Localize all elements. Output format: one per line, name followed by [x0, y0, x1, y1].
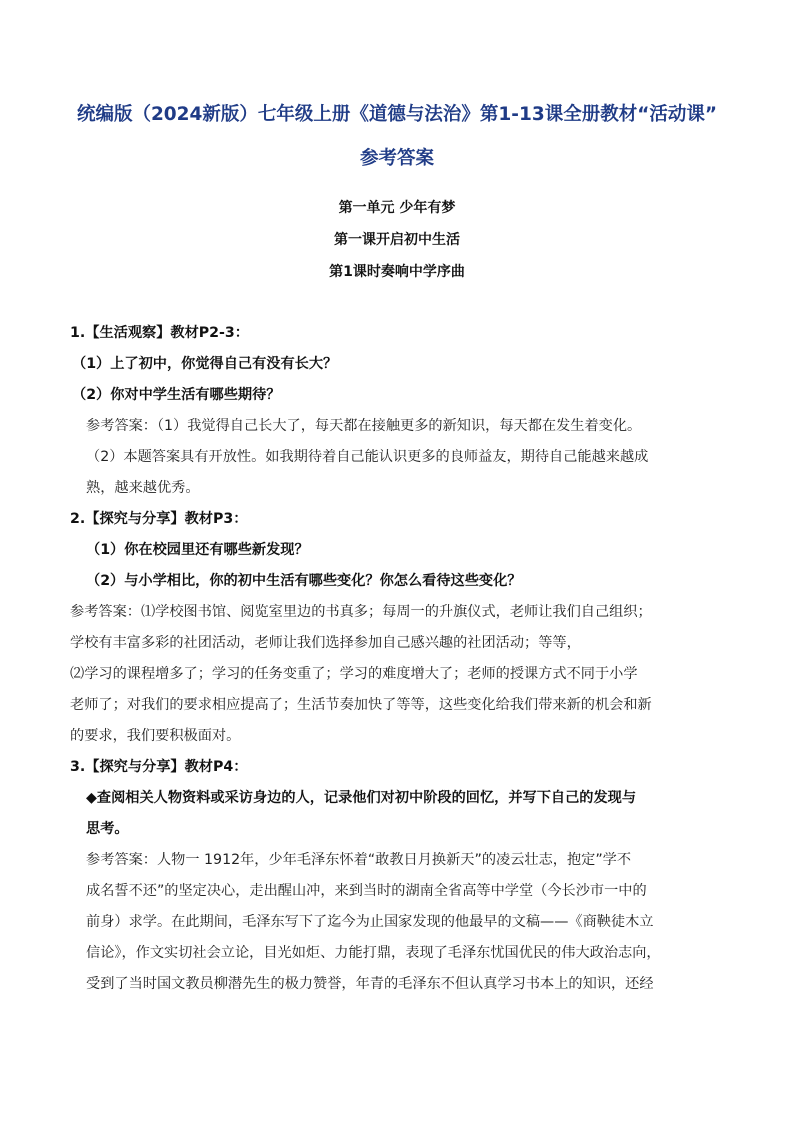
question-2-heading: 2.【探究与分享】教材P3： [70, 511, 248, 527]
answer-3-line-3: 前身）求学。在此期间，毛泽东写下了迄今为止国家发现的他最早的文稿——《商鞅徒木立 [86, 914, 654, 930]
answer-1-line-1: 参考答案：（1）我觉得自己长大了，每天都在接触更多的新知识，每天都在发生着变化。 [86, 418, 642, 434]
answer-1-line-2: （2）本题答案具有开放性。如我期待着自己能认识更多的良师益友，期待自己能越来越成 [86, 449, 649, 465]
answer-2-line-2: 学校有丰富多彩的社团活动，老师让我们选择参加自己感兴趣的社团活动；等等， [70, 635, 581, 651]
answer-3-line-2: 成名誓不还”的坚定决心，走出醒山冲，来到当时的湖南全省高等中学堂（今长沙市一中的 [86, 883, 647, 899]
unit-heading: 第一单元 少年有梦 [338, 200, 456, 216]
answer-1-line-3: 熟，越来越优秀。 [86, 480, 200, 496]
section-heading: 第1课时奏响中学序曲 [329, 264, 465, 280]
answer-2-line-3: ⑵学习的课程增多了；学习的任务变重了；学习的难度增大了；老师的授课方式不同于小学 [70, 666, 638, 682]
question-3-heading: 3.【探究与分享】教材P4： [70, 759, 248, 775]
answer-2-line-5: 的要求，我们要积极面对。 [70, 728, 241, 744]
question-3-task-line-2: 思考。 [86, 821, 129, 837]
question-2-sub-1: （1）你在校园里还有哪些新发现？ [86, 542, 309, 558]
document-title-line-2: 参考答案 [359, 148, 434, 169]
answer-3-line-5: 受到了当时国文教员柳潜先生的极力赞誉，年青的毛泽东不但认真学习书本上的知识，还经 [86, 976, 654, 992]
document-title-line-1: 统编版（2024新版）七年级上册《道德与法治》第1-13课全册教材“活动课” [76, 104, 718, 125]
lesson-heading: 第一课开启初中生活 [334, 232, 460, 248]
question-1-sub-1: （1）上了初中，你觉得自己有没有长大？ [72, 356, 338, 372]
answer-3-line-4: 信论》，作文实切社会立论，目光如炬、力能打鼎，表现了毛泽东忧国优民的伟大政治志向， [86, 945, 661, 961]
answer-3-line-1: 参考答案：人物一 1912年，少年毛泽东怀着“敢教日月换新天”的凌云壮志，抱定”学不 [86, 852, 632, 868]
question-3-task-line-1: ◆查阅相关人物资料或采访身边的人，记录他们对初中阶段的回忆，并写下自己的发现与 [86, 790, 637, 806]
question-1-sub-2: （2）你对中学生活有哪些期待？ [72, 387, 281, 403]
question-1-heading: 1.【生活观察】教材P2-3： [70, 325, 249, 341]
answer-2-line-1: 参考答案：⑴学校图书馆、阅览室里边的书真多；每周一的升旗仪式，老师让我们自己组织； [70, 604, 652, 620]
answer-2-line-4: 老师了；对我们的要求相应提高了；生活节奏加快了等等，这些变化给我们带来新的机会和新 [70, 697, 652, 713]
question-2-sub-2: （2）与小学相比，你的初中生活有哪些变化？你怎么看待这些变化？ [86, 573, 522, 589]
